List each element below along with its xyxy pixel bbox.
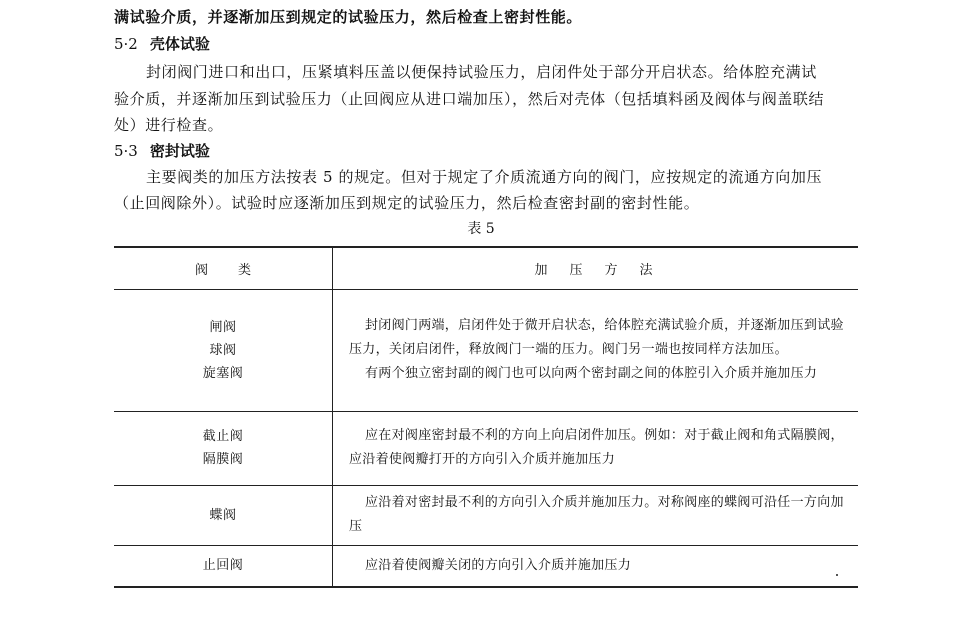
method-cell bbox=[333, 545, 859, 587]
method-cell bbox=[333, 485, 859, 545]
method-text: 应沿着使阀瓣关闭的方向引入介质并施加压力 bbox=[365, 557, 632, 573]
method-text: 封闭阀门两端，启闭件处于微开启状态，给体腔充满试验介质，并逐渐加压到试验压力，关闭启闭件，释放阀门一端的压力。阀门另一端也按同样方法加压。 bbox=[349, 318, 844, 357]
valve-type-cell bbox=[114, 411, 333, 485]
valve-type: 旋塞阀 bbox=[202, 365, 244, 381]
table-row bbox=[114, 289, 858, 411]
section-5-2-heading bbox=[114, 33, 210, 55]
method-text: 应在对阀座密封最不利的方向上向启闭件加压。例如：对于截止阀和角式隔膜阀，应沿着使阀瓣打开的方向引入介质并施加压力 bbox=[349, 428, 844, 467]
table-row bbox=[114, 411, 858, 485]
table-header-row bbox=[114, 247, 858, 289]
continued-paragraph-line: 满试验介质，并逐渐加压到规定的试验压力，然后检查上密封性能。 bbox=[114, 8, 583, 26]
method-text: 有两个独立密封副的阀门也可以向两个密封副之间的体腔引入介质并施加压力 bbox=[365, 366, 818, 381]
section-5-3-line-2: （止回阀除外）。试验时应逐渐加压到规定的试验压力，然后检查密封副的密封性能。 bbox=[114, 194, 700, 212]
table-row bbox=[114, 485, 858, 545]
table-caption: 表 5 bbox=[467, 221, 495, 237]
header-pressure-method: 加压方法 bbox=[333, 247, 859, 289]
scan-speck bbox=[836, 574, 838, 576]
method-cell bbox=[333, 411, 859, 485]
method-cell bbox=[333, 289, 859, 411]
section-5-2-line-1: 封闭阀门进口和出口，压紧填料压盖以便保持试验压力，启闭件处于部分开启状态。给体腔充满试 bbox=[146, 63, 817, 81]
valve-type: 止回阀 bbox=[202, 558, 244, 574]
section-5-3-number: 5·3 bbox=[114, 142, 138, 160]
section-5-2-title: 壳体试验 bbox=[149, 35, 210, 53]
section-5-2-line-3: 处）进行检查。 bbox=[114, 116, 224, 134]
valve-type: 蝶阀 bbox=[209, 507, 237, 523]
valve-type-cell bbox=[114, 485, 333, 545]
pressure-method-table bbox=[114, 246, 858, 588]
valve-type-cell bbox=[114, 289, 333, 411]
section-5-2-line-2: 验介质，并逐渐加压到试验压力（止回阀应从进口端加压），然后对壳体（包括填料函及阀体与阀盖联结 bbox=[114, 90, 825, 108]
section-5-3-title: 密封试验 bbox=[149, 142, 210, 160]
method-text: 应沿着对密封最不利的方向引入介质并施加压力。对称阀座的蝶阀可沿任一方向加压 bbox=[349, 495, 844, 534]
valve-type: 截止阀 bbox=[202, 429, 244, 444]
valve-type: 隔膜阀 bbox=[202, 452, 244, 467]
valve-type: 闸阀 bbox=[209, 319, 237, 335]
table-row bbox=[114, 545, 858, 587]
header-valve-type: 阀类 bbox=[114, 247, 333, 289]
section-5-3-line-1: 主要阀类的加压方法按表 5 的规定。但对于规定了介质流通方向的阀门，应按规定的流通方向加压 bbox=[146, 168, 823, 186]
section-5-3-heading bbox=[114, 140, 210, 162]
valve-type: 球阀 bbox=[209, 342, 237, 358]
section-5-2-number: 5·2 bbox=[114, 35, 138, 53]
valve-type-cell bbox=[114, 545, 333, 587]
